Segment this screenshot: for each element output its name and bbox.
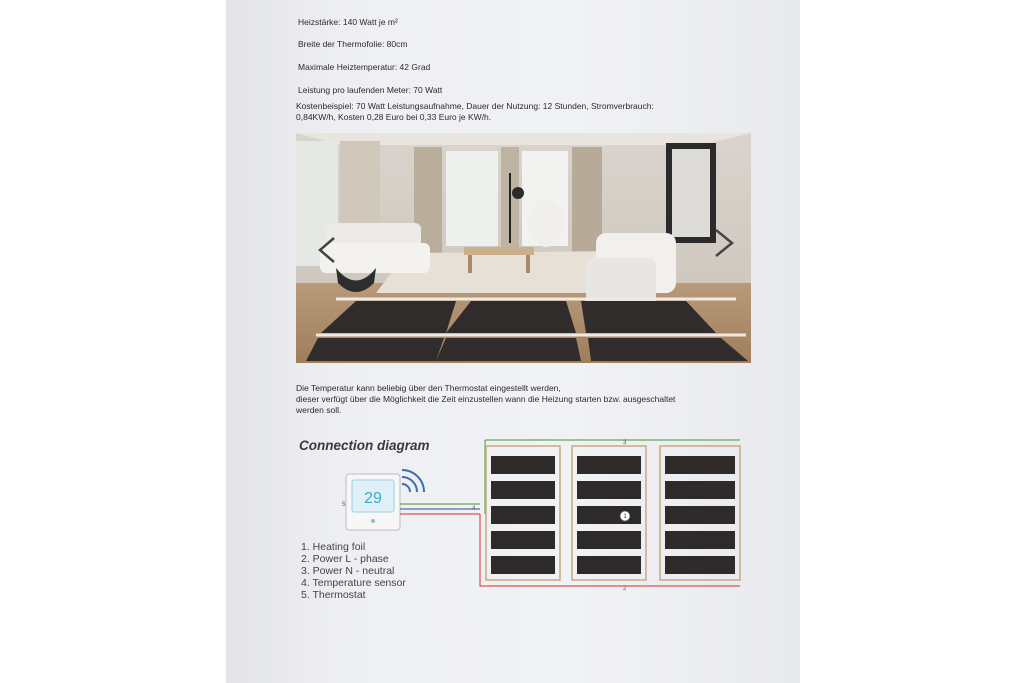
wifi-signal-icon xyxy=(402,470,424,492)
description-line: dieser verfügt über die Möglichkeit die Zeit einzustellen wann die Heizung starten bzw. ausgeschaltet xyxy=(296,394,676,404)
cost-example xyxy=(296,101,654,123)
spec-foil-width: Breite der Thermofolie: 80cm xyxy=(298,39,408,49)
diagram-legend xyxy=(301,541,406,601)
spec-max-temperature: Maximale Heiztemperatur: 42 Grad xyxy=(298,62,431,72)
thermostat xyxy=(346,474,400,530)
heating-foil-column xyxy=(660,446,740,580)
description-line: werden soll. xyxy=(296,405,342,415)
legend-item: 2. Power L - phase xyxy=(301,553,389,565)
legend-item: 5. Thermostat xyxy=(301,589,366,601)
room-photo xyxy=(296,133,751,363)
label-neutral: 3 xyxy=(623,440,627,446)
heating-foil-column xyxy=(572,446,646,580)
heating-foil-column xyxy=(486,446,560,580)
cost-example-line: 0,84KW/h, Kosten 0,28 Euro bei 0,33 Euro je KW/h. xyxy=(296,112,492,122)
diagram-title: Connection diagram xyxy=(299,438,430,453)
label-phase: 2 xyxy=(623,586,627,592)
thermostat-label: 5 xyxy=(342,502,346,508)
cost-example-line: Kostenbeispiel: 70 Watt Leistungsaufnahme, Dauer der Nutzung: 12 Stunden, Stromverbrauch: xyxy=(296,101,654,111)
legend-item: 4. Temperature sensor xyxy=(301,577,406,589)
legend-item: 1. Heating foil xyxy=(301,541,366,553)
description xyxy=(296,383,675,416)
spec-heat-output: Heizstärke: 140 Watt je m² xyxy=(298,17,398,27)
label-foil: 1 xyxy=(623,514,627,520)
spec-power-per-meter: Leistung pro laufenden Meter: 70 Watt xyxy=(298,85,443,95)
description-line: Die Temperatur kann beliebig über den Thermostat eingestellt werden, xyxy=(296,383,561,393)
legend-item: 3. Power N - neutral xyxy=(301,565,395,577)
thermostat-display: 29 xyxy=(364,490,382,507)
label-sensor: 4 xyxy=(472,506,476,512)
